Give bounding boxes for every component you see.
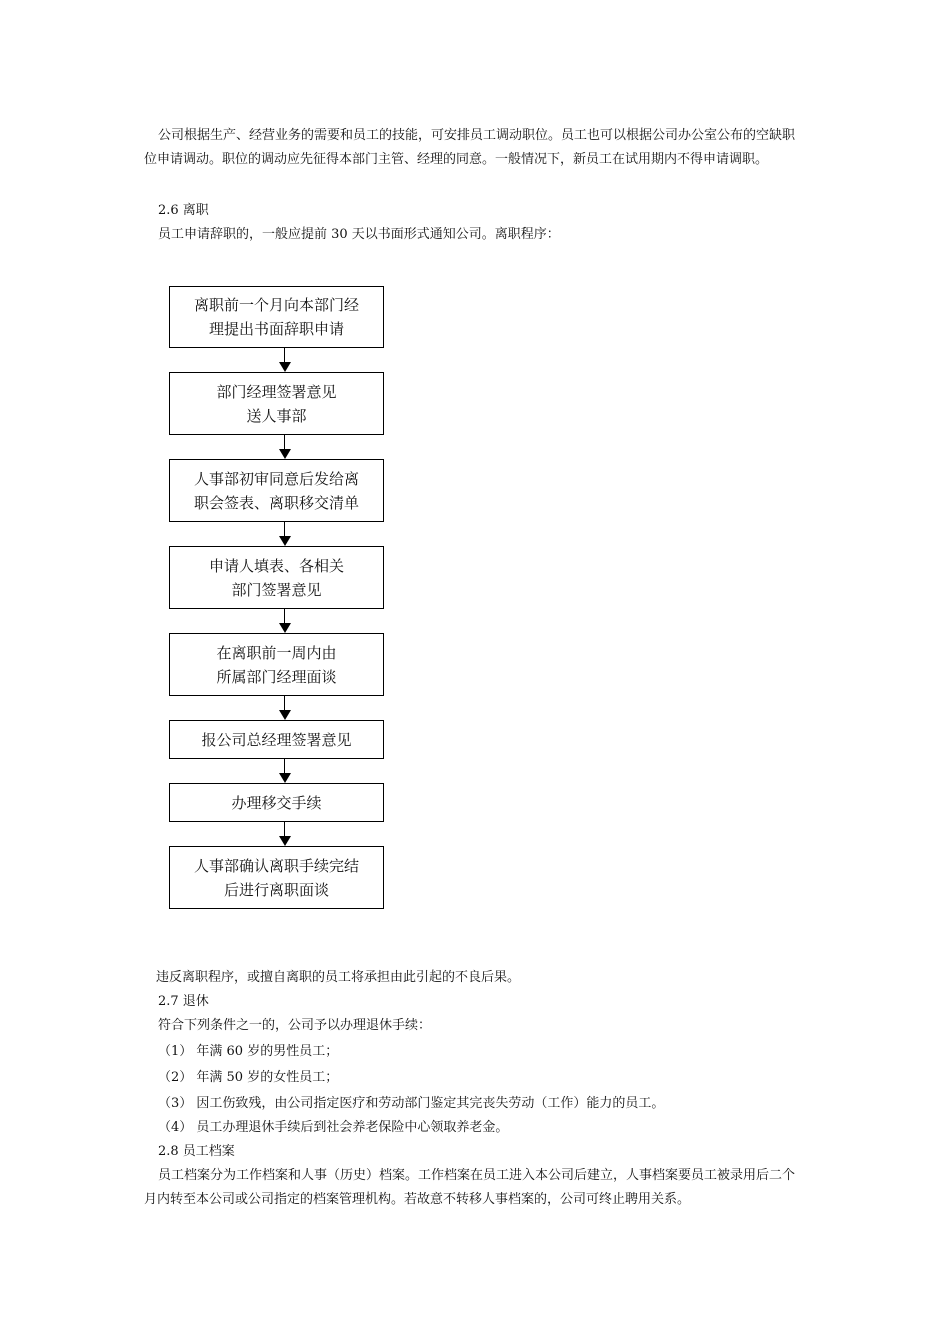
flow-arrowhead-2 bbox=[279, 449, 291, 459]
flow-arrowhead-4 bbox=[279, 623, 291, 633]
flow-step-2 bbox=[169, 372, 384, 435]
flow-arrow-7 bbox=[284, 822, 285, 836]
flow-step-1 bbox=[169, 286, 384, 348]
retirement-item-2: （2） 年满 50 岁的女性员工； bbox=[158, 1070, 339, 1085]
section-2-7-text: 符合下列条件之一的，公司予以办理退休手续： bbox=[158, 1018, 432, 1033]
section-2-6-text: 员工申请辞职的，一般应提前 30 天以书面形式通知公司。离职程序： bbox=[158, 227, 560, 242]
section-2-8-title: 2.8 员工档案 bbox=[158, 1144, 235, 1159]
flow-step-4 bbox=[169, 546, 384, 609]
flow-arrow-2 bbox=[284, 435, 285, 449]
flow-step-5-line1: 在离职前一周内由 bbox=[216, 643, 337, 662]
flow-step-1-line2: 理提出书面辞职申请 bbox=[208, 320, 344, 338]
flow-step-8-line1: 人事部确认离职手续完结 bbox=[193, 856, 359, 875]
flow-step-3-line2: 职会签表、离职移交清单 bbox=[193, 493, 359, 512]
flow-arrowhead-5 bbox=[279, 710, 291, 720]
flow-arrow-5 bbox=[284, 696, 285, 710]
flow-step-2-line1: 部门经理签署意见 bbox=[216, 382, 337, 401]
flow-arrow-6 bbox=[284, 759, 285, 773]
flow-arrowhead-6 bbox=[279, 773, 291, 783]
flow-step-7-line1: 办理移交手续 bbox=[231, 793, 322, 812]
section-2-8-text: 员工档案分为工作档案和人事（历史）档案。工作档案在员工进入本公司后建立，人事档案要员工被录用后二个月内转至本公司或公司指定的档案管理机构。若故意不转移人事档案的，公司可终止聘用关系。 bbox=[144, 1168, 796, 1207]
flow-arrowhead-7 bbox=[279, 836, 291, 846]
retirement-item-1: （1） 年满 60 岁的男性员工； bbox=[158, 1044, 339, 1059]
flow-arrow-4 bbox=[284, 609, 285, 623]
flow-step-4-line2: 部门签署意见 bbox=[231, 580, 322, 599]
flow-step-3 bbox=[169, 459, 384, 522]
flow-step-8-line2: 后进行离职面谈 bbox=[223, 880, 329, 899]
violation-text: 违反离职程序，或擅自离职的员工将承担由此引起的不良后果。 bbox=[156, 970, 521, 985]
flow-step-4-line1: 申请人填表、各相关 bbox=[208, 556, 344, 575]
intro-paragraph: 公司根据生产、经营业务的需要和员工的技能，可安排员工调动职位。员工也可以根据公司办公室公布的空缺职位申请调动。职位的调动应先征得本部门主管、经理的同意。一般情况下，新员工在试用期内不得申请调职。 bbox=[144, 128, 796, 167]
flow-step-3-line1: 人事部初审同意后发给离 bbox=[193, 469, 359, 488]
flow-step-1-line1: 离职前一个月向本部门经 bbox=[193, 296, 359, 314]
flow-step-5-line2: 所属部门经理面谈 bbox=[216, 667, 337, 686]
flow-arrowhead-3 bbox=[279, 536, 291, 546]
section-2-7-title: 2.7 退休 bbox=[158, 994, 209, 1009]
flow-step-6-line1: 报公司总经理签署意见 bbox=[201, 730, 352, 749]
flow-step-7 bbox=[169, 783, 384, 822]
flow-step-8 bbox=[169, 846, 384, 909]
flow-arrow-3 bbox=[284, 522, 285, 536]
flow-step-2-line2: 送人事部 bbox=[246, 406, 307, 425]
retirement-item-4: （4） 员工办理退休手续后到社会养老保险中心领取养老金。 bbox=[158, 1120, 509, 1135]
flow-step-5 bbox=[169, 633, 384, 696]
flow-arrow-1 bbox=[284, 348, 285, 362]
flow-step-6 bbox=[169, 720, 384, 759]
section-2-6-title: 2.6 离职 bbox=[158, 203, 209, 218]
retirement-item-3: （3） 因工伤致残，由公司指定医疗和劳动部门鉴定其完丧失劳动（工作）能力的员工。 bbox=[158, 1096, 665, 1111]
flow-arrowhead-1 bbox=[279, 362, 291, 372]
